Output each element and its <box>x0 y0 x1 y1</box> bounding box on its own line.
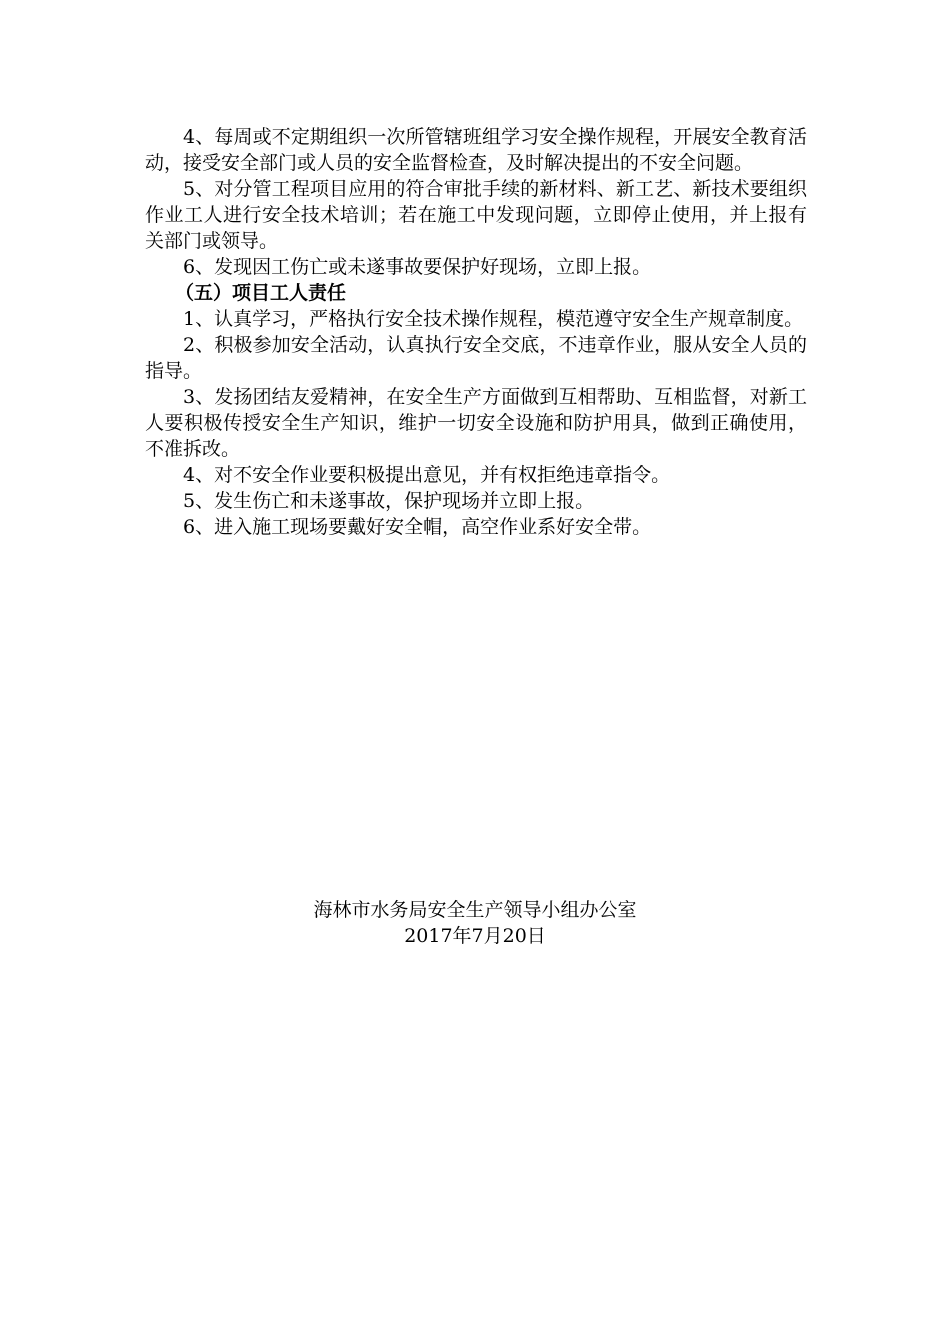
worker-duty-1: 1、认真学习，严格执行安全技术操作规程，模范遵守安全生产规章制度。 <box>183 308 804 330</box>
worker-duty-4: 4、对不安全作业要积极提出意见，并有权拒绝违章指令。 <box>183 464 671 486</box>
paragraph-item-5: 5、对分管工程项目应用的符合审批手续的新材料、新工艺、新技术要组织作业工人进行安全技术培训；若在施工中发现问题，立即停止使用，并上报有关部门或领导。 <box>145 178 807 252</box>
signature-date: 2017年7月20日 <box>404 925 546 947</box>
document-body <box>145 124 807 540</box>
worker-duty-5: 5、发生伤亡和未遂事故，保护现场并立即上报。 <box>183 490 595 512</box>
signature-block <box>0 897 950 949</box>
paragraph-item-6: 6、发现因工伤亡或未遂事故要保护好现场，立即上报。 <box>183 256 652 278</box>
paragraph-item-4: 4、每周或不定期组织一次所管辖班组学习安全操作规程，开展安全教育活动，接受安全部门或人员的安全监督检查，及时解决提出的不安全问题。 <box>145 126 807 174</box>
signature-organization: 海林市水务局安全生产领导小组办公室 <box>313 899 637 921</box>
section-heading: （五）项目工人责任 <box>175 282 347 304</box>
worker-duty-2: 2、积极参加安全活动，认真执行安全交底，不违章作业，服从安全人员的指导。 <box>145 334 807 382</box>
worker-duty-3: 3、发扬团结友爱精神，在安全生产方面做到互相帮助、互相监督，对新工人要积极传授安全生产知识，维护一切安全设施和防护用具，做到正确使用，不准拆改。 <box>145 386 807 460</box>
worker-duty-6: 6、进入施工现场要戴好安全帽，高空作业系好安全带。 <box>183 516 652 538</box>
